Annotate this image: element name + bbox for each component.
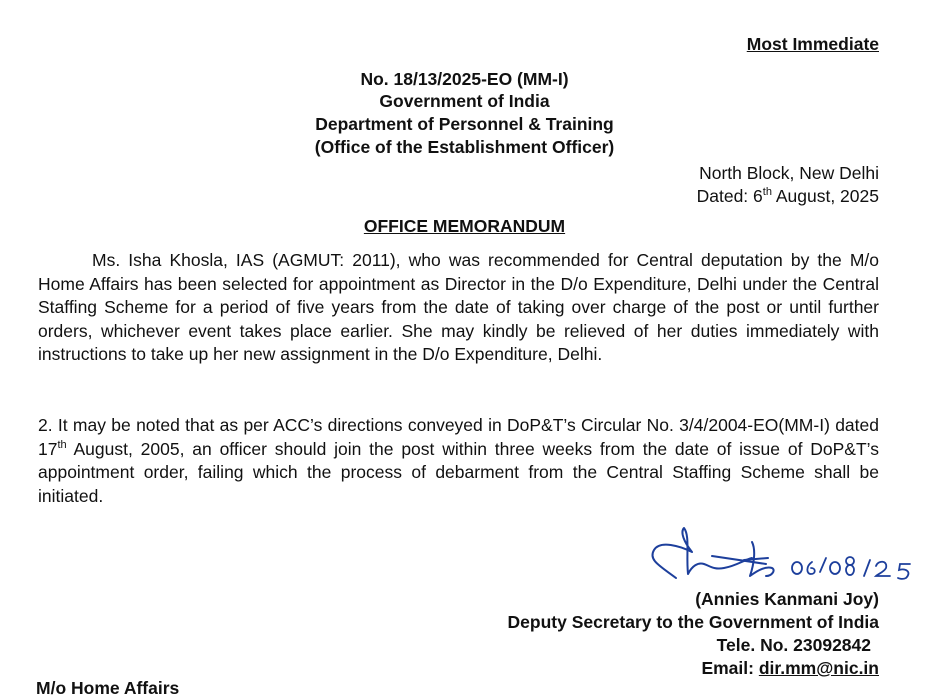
signatory-name: (Annies Kanmani Joy) — [695, 589, 879, 609]
signatory-telephone: Tele. No. 23092842 — [716, 635, 871, 655]
memo-title: OFFICE MEMORANDUM — [363, 216, 566, 236]
addressee-line: M/o Home Affairs — [36, 678, 180, 698]
signatory-email-line — [701, 657, 879, 680]
date-superscript: th — [762, 186, 772, 198]
handwritten-signature — [640, 520, 929, 592]
date-prefix: Dated: 6 — [696, 186, 763, 206]
priority-label: Most Immediate — [746, 34, 879, 54]
place-location: North Block, New Delhi — [699, 163, 879, 183]
paragraph-2-part2: August, 2005, an officer should join the post within three weeks from the date of issue of DoP&T’s appointment order, failing which the process of debarment from the Central Staffing Scheme shall be initiated. — [38, 438, 879, 506]
government-heading: Government of India — [379, 91, 550, 111]
date-rest: August, 2025 — [771, 186, 879, 206]
paragraph-2 — [38, 414, 879, 508]
memo-date — [697, 185, 879, 208]
signatory-designation: Deputy Secretary to the Government of India — [507, 612, 879, 632]
paragraph-2-superscript: th — [57, 438, 67, 451]
paragraph-1: Ms. Isha Khosla, IAS (AGMUT: 2011), who was recommended for Central deputation by the M/o Home Affairs has been selected for appointment as Director in the D/o Expenditure, Delhi under the Central Staffing Scheme for a period of five years from the date of taking over charge of the post or until further orders, whichever event takes place earlier. She may kindly be relieved of her duties immediately with instructions to take up her new assignment in the D/o Expenditure, Delhi. — [38, 250, 879, 365]
email-link[interactable]: dir.mm@nic.in — [758, 658, 879, 678]
office-heading: (Office of the Establishment Officer) — [314, 137, 615, 157]
email-label: Email: — [701, 658, 759, 678]
department-heading: Department of Personnel & Training — [315, 114, 614, 134]
file-number: No. 18/13/2025-EO (MM-I) — [360, 69, 569, 89]
paragraph-2-part1: 2. It may be noted that as per ACC’s directions conveyed in DoP&T’s Circular No. 3/4/2004-EO(MM-I) dated 17 — [38, 415, 879, 459]
